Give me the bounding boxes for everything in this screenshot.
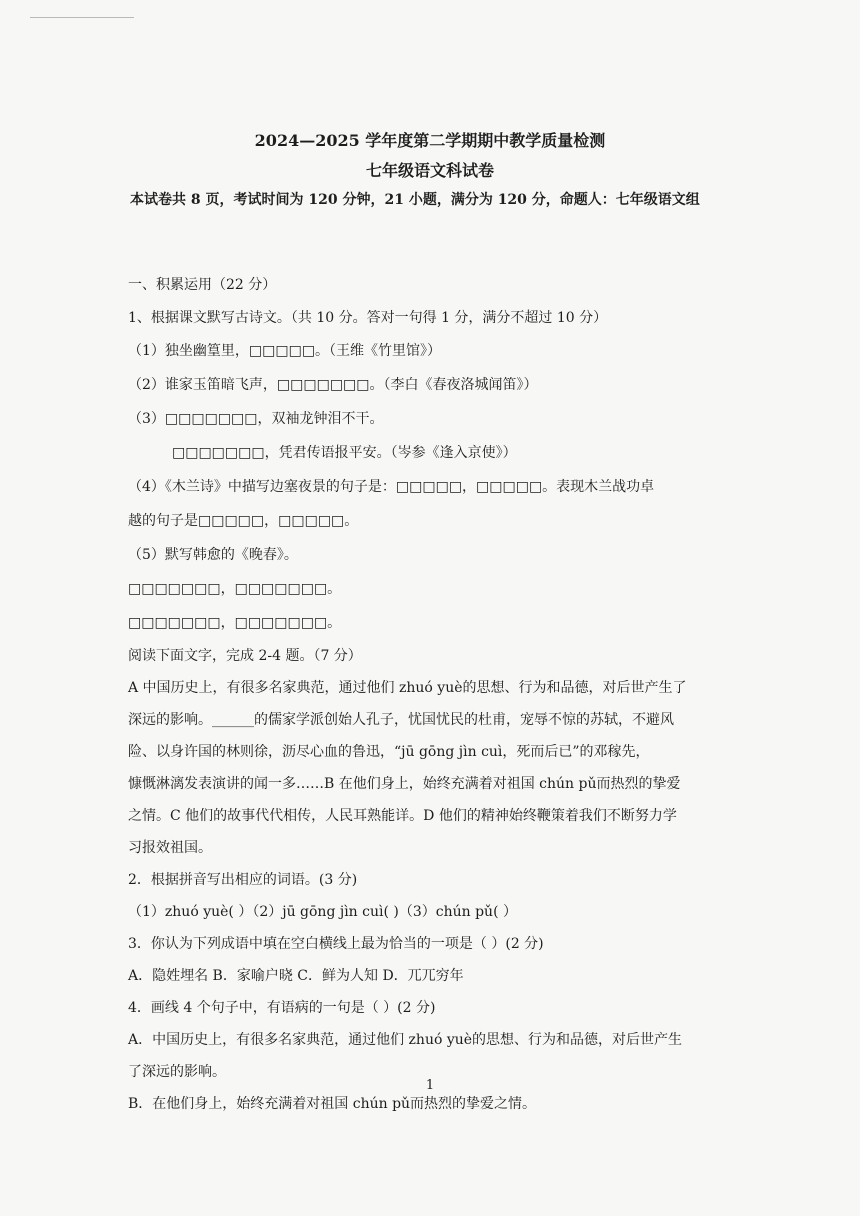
question-1: 1、根据课文默写古诗文。（共 10 分。答对一句得 1 分，满分不超过 10 分） xyxy=(128,310,608,326)
scan-corner-line xyxy=(30,17,134,18)
question-1-5: （5）默写韩愈的《晚春》。 xyxy=(128,547,298,563)
question-4-option-a-cont: 了深远的影响。 xyxy=(128,1064,226,1080)
exam-header xyxy=(0,128,860,212)
passage-line: A 中国历史上，有很多名家典范，通过他们 zhuó yuè的思想、行为和品德，对后世产生了 xyxy=(128,680,687,696)
question-3: 3．你认为下列成语中填在空白横线上最为恰当的一项是（ ）(2 分) xyxy=(128,936,544,952)
reading-passage xyxy=(128,672,740,864)
question-1-5b: □□□□□□□，□□□□□□□。 xyxy=(128,615,342,631)
page-number: 1 xyxy=(425,1078,435,1093)
question-1-3b: □□□□□□□，凭君传语报平安。（岑参《逢入京使》） xyxy=(172,445,517,461)
reading-intro: 阅读下面文字，完成 2-4 题。（7 分） xyxy=(128,648,362,664)
question-1-4a: （4）《木兰诗》中描写边塞夜景的句子是：□□□□□，□□□□□。表现木兰战功卓 xyxy=(128,479,655,495)
exam-info: 本试卷共 8 页，考试时间为 120 分钟，21 小题，满分为 120 分，命题人：七年级语文组 xyxy=(130,192,700,208)
exam-title: 2024—2025 学年度第二学期期中教学质量检测 xyxy=(254,131,606,150)
section-heading: 一、积累运用（22 分） xyxy=(128,277,277,293)
exam-content xyxy=(128,268,740,1120)
passage-line: 之情。C 他们的故事代代相传，人民耳熟能详。D 他们的精神始终鞭策着我们不断努力学 xyxy=(128,808,677,824)
question-4-option-a: A．中国历史上，有很多名家典范，通过他们 zhuó yuè的思想、行为和品德，对后世产生 xyxy=(128,1032,683,1048)
question-3-options: A．隐姓埋名 B．家喻户晓 C．鲜为人知 D．兀兀穷年 xyxy=(128,968,464,984)
question-4: 4．画线 4 个句子中，有语病的一句是（ ）(2 分) xyxy=(128,1000,436,1016)
passage-line: 习报效祖国。 xyxy=(128,840,212,856)
question-1-3a: （3）□□□□□□□，双袖龙钟泪不干。 xyxy=(128,411,384,427)
question-4-option-b: B．在他们身上，始终充满着对祖国 chún pǔ而热烈的挚爱之情。 xyxy=(128,1096,537,1112)
question-1-5a: □□□□□□□，□□□□□□□。 xyxy=(128,581,342,597)
exam-subtitle: 七年级语文科试卷 xyxy=(365,161,494,180)
question-2-items: （1）zhuó yuè( ）（2）jū gōng jìn cuì( )（3）chún pǔ( ） xyxy=(128,904,517,920)
question-1-4b: 越的句子是□□□□□，□□□□□。 xyxy=(128,513,359,529)
question-1-2: （2）谁家玉笛暗飞声，□□□□□□□。（李白《春夜洛城闻笛》） xyxy=(128,377,538,393)
question-2: 2．根据拼音写出相应的词语。(3 分) xyxy=(128,872,358,888)
passage-line: 慷慨淋漓发表演讲的闻一多……B 在他们身上，始终充满着对祖国 chún pǔ而热烈的挚爱 xyxy=(128,776,681,792)
passage-line: 深远的影响。______的儒家学派创始人孔子，忧国忧民的杜甫，宠辱不惊的苏轼，不避风 xyxy=(128,712,674,728)
question-1-1: （1）独坐幽篁里，□□□□□。（王维《竹里馆》） xyxy=(128,343,442,359)
passage-line: 险、以身许国的林则徐，沥尽心血的鲁迅，“jū gōng jìn cuì，死而后已”的邓稼先， xyxy=(128,744,650,760)
